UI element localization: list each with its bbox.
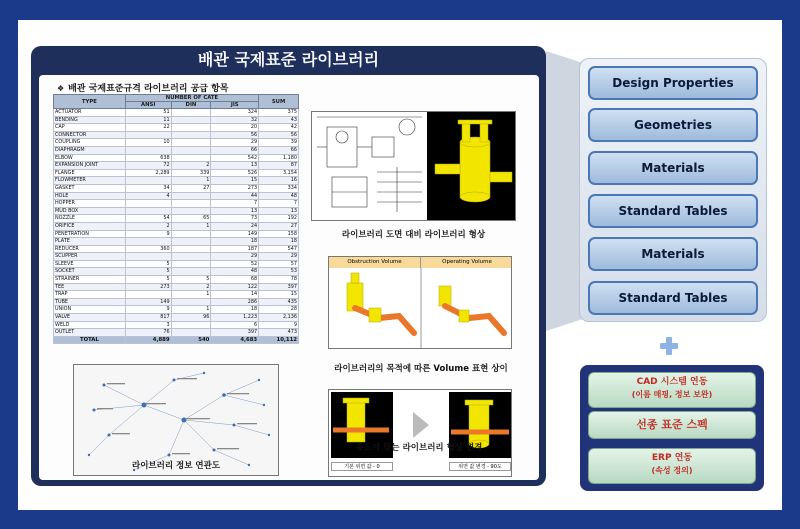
plus-icon	[659, 336, 679, 356]
caption-relation-visible: 라이브러리 정보 연관도	[131, 461, 221, 471]
cell-sum: 547	[259, 245, 299, 253]
cell-ansi: 4	[125, 192, 171, 200]
cell-type: EXPANSION JOINT	[54, 162, 126, 170]
cell-ansi: 22	[125, 124, 171, 132]
table-row	[54, 215, 299, 223]
cell-ansi: 273	[125, 283, 171, 291]
cell-din	[171, 238, 211, 246]
cell-jis: 397	[211, 329, 259, 337]
cell-type: FLANGE	[54, 169, 126, 177]
cell-sum: 42	[259, 124, 299, 132]
table-row	[54, 139, 299, 147]
table-row	[54, 207, 299, 215]
cell-type: REDUCER	[54, 245, 126, 253]
cell-type: SOCKET	[54, 268, 126, 276]
table-row	[54, 260, 299, 268]
cell-ansi: 2	[125, 222, 171, 230]
cell-sum: 1,180	[259, 154, 299, 162]
cell-sum: 334	[259, 184, 299, 192]
cell-type: HOLE	[54, 192, 126, 200]
cell-din	[171, 253, 211, 261]
main-title: 배관 국제표준 라이브러리	[197, 50, 380, 69]
cell-jis: 66	[211, 146, 259, 154]
cell-sum: 39	[259, 139, 299, 147]
table-row	[54, 200, 299, 208]
cell-sum: 43	[259, 116, 299, 124]
cell-type: SCUPPER	[54, 253, 126, 261]
table-row	[54, 192, 299, 200]
cell-ansi: 9	[125, 230, 171, 238]
total-label: TOTAL	[54, 336, 126, 344]
cell-din	[171, 268, 211, 276]
cell-jis: 149	[211, 230, 259, 238]
cell-ansi: 3	[125, 321, 171, 329]
table-row	[54, 314, 299, 322]
cell-type: TEE	[54, 283, 126, 291]
cell-ansi: 5	[125, 260, 171, 268]
cell-sum: 18	[259, 238, 299, 246]
cell-din	[171, 146, 211, 154]
cell-ansi	[125, 177, 171, 185]
total-row	[54, 336, 299, 344]
cell-sum: 435	[259, 298, 299, 306]
cell-jis: 52	[211, 260, 259, 268]
cell-jis: 32	[211, 116, 259, 124]
drawing-vs-shape-image	[311, 111, 516, 221]
table-row	[54, 131, 299, 139]
cell-ansi: 11	[125, 116, 171, 124]
cell-type: DIAPHRAGM	[54, 146, 126, 154]
cell-ansi: 149	[125, 298, 171, 306]
cell-type: BENDING	[54, 116, 126, 124]
cell-din	[171, 321, 211, 329]
cell-din: 1	[171, 306, 211, 314]
cell-type: ORIFICE	[54, 222, 126, 230]
total-ansi: 4,889	[125, 336, 171, 344]
table-row	[54, 230, 299, 238]
cell-ansi	[125, 291, 171, 299]
cell-jis: 273	[211, 184, 259, 192]
cell-ansi: 360	[125, 245, 171, 253]
table-row	[54, 177, 299, 185]
cell-type: OUTLET	[54, 329, 126, 337]
cell-jis: 68	[211, 276, 259, 284]
table-row	[54, 222, 299, 230]
materials-button[interactable]: Materials	[588, 151, 758, 185]
cell-ansi: 10	[125, 139, 171, 147]
cate-count-table	[53, 94, 299, 344]
ship-standard-spec-button[interactable]: 선종 표준 스펙	[588, 411, 756, 439]
cell-type: FLOWMETER	[54, 177, 126, 185]
cell-sum: 57	[259, 260, 299, 268]
cell-sum: 375	[259, 109, 299, 117]
cell-ansi: 5	[125, 268, 171, 276]
cell-ansi: 817	[125, 314, 171, 322]
cell-sum: 7	[259, 200, 299, 208]
cell-ansi: 54	[125, 215, 171, 223]
cell-ansi: 5	[125, 276, 171, 284]
table-row	[54, 276, 299, 284]
cell-sum: 48	[259, 192, 299, 200]
cell-jis: 1,223	[211, 314, 259, 322]
cell-ansi	[125, 131, 171, 139]
cell-din: 2	[171, 162, 211, 170]
cell-jis: 48	[211, 268, 259, 276]
cell-sum: 192	[259, 215, 299, 223]
header-sum: SUM	[259, 95, 299, 109]
cell-din	[171, 298, 211, 306]
change-label-right: 위면 값 변경 - 90도	[449, 462, 511, 471]
cell-sum: 28	[259, 306, 299, 314]
cell-sum: 78	[259, 276, 299, 284]
cell-sum: 3,154	[259, 169, 299, 177]
table-row	[54, 298, 299, 306]
cell-ansi	[125, 207, 171, 215]
table-row	[54, 162, 299, 170]
cell-din	[171, 116, 211, 124]
main-content	[39, 75, 539, 480]
cell-jis: 13	[211, 162, 259, 170]
cell-jis: 15	[211, 177, 259, 185]
cell-jis: 6	[211, 321, 259, 329]
main-panel	[31, 46, 546, 486]
diamond-bullet-icon: ❖	[57, 84, 65, 93]
cell-din	[171, 260, 211, 268]
cell-type: PLATE	[54, 238, 126, 246]
cell-type: WELD	[54, 321, 126, 329]
table-row	[54, 146, 299, 154]
cell-sum: 29	[259, 253, 299, 261]
cell-din: 96	[171, 314, 211, 322]
cell-jis: 29	[211, 253, 259, 261]
cell-ansi	[125, 253, 171, 261]
cell-jis: 18	[211, 306, 259, 314]
cell-type: VALVE	[54, 314, 126, 322]
cell-jis: 56	[211, 131, 259, 139]
technical-drawing-icon	[312, 112, 516, 221]
cell-jis: 29	[211, 139, 259, 147]
table-row	[54, 116, 299, 124]
cell-jis: 324	[211, 109, 259, 117]
cell-jis: 526	[211, 169, 259, 177]
standard-tables-button-2[interactable]: Standard Tables	[588, 281, 758, 315]
cell-jis: 20	[211, 124, 259, 132]
table-row	[54, 329, 299, 337]
header-type: TYPE	[54, 95, 126, 109]
cell-din: 65	[171, 215, 211, 223]
cell-type: ACTUATOR	[54, 109, 126, 117]
header-jis: JIS	[211, 102, 259, 109]
cell-din: 1	[171, 177, 211, 185]
cell-jis: 286	[211, 298, 259, 306]
cell-din: 1	[171, 291, 211, 299]
valve-volume-icon	[329, 268, 512, 349]
cell-ansi: 76	[125, 329, 171, 337]
cell-din	[171, 109, 211, 117]
standard-tables-button[interactable]: Standard Tables	[588, 194, 758, 228]
library-properties-panel	[579, 58, 767, 322]
caption-drawing: 라이브러리 도면 대비 라이브러리 형상	[341, 230, 486, 240]
design-properties-button[interactable]: Design Properties	[588, 66, 758, 100]
cell-sum: 13	[259, 207, 299, 215]
section-heading-text: 배관 국제표준규격 라이브러리 공급 항목	[68, 84, 229, 94]
cell-din: 2	[171, 283, 211, 291]
cell-type: HOPPER	[54, 200, 126, 208]
table-row	[54, 169, 299, 177]
cell-ansi	[125, 146, 171, 154]
cell-ansi: 9	[125, 306, 171, 314]
cell-sum: 53	[259, 268, 299, 276]
cell-din	[171, 200, 211, 208]
cell-din: 339	[171, 169, 211, 177]
cell-type: NOZZLE	[54, 215, 126, 223]
cad-integration-detail: (이름 매핑, 정보 보완)	[631, 390, 713, 399]
cell-ansi: 51	[125, 109, 171, 117]
cell-din	[171, 192, 211, 200]
cell-jis: 73	[211, 215, 259, 223]
integration-panel	[580, 365, 764, 491]
cell-din	[171, 124, 211, 132]
table-row	[54, 124, 299, 132]
cell-type: CAP	[54, 124, 126, 132]
operating-volume-label: Operating Volume	[421, 257, 512, 268]
total-din: 540	[171, 336, 211, 344]
total-sum: 10,112	[259, 336, 299, 344]
cell-ansi: 638	[125, 154, 171, 162]
cell-ansi	[125, 200, 171, 208]
cell-din	[171, 245, 211, 253]
cell-type: TUBE	[54, 298, 126, 306]
cell-jis: 542	[211, 154, 259, 162]
cell-sum: 9	[259, 321, 299, 329]
cell-sum: 2,136	[259, 314, 299, 322]
cell-sum: 16	[259, 177, 299, 185]
cell-jis: 122	[211, 283, 259, 291]
cell-type: MUD BOX	[54, 207, 126, 215]
header-din: DIN	[171, 102, 211, 109]
table-row	[54, 306, 299, 314]
cell-din: 5	[171, 276, 211, 284]
cell-sum: 27	[259, 222, 299, 230]
volume-comparison-image	[328, 256, 512, 349]
table-row	[54, 268, 299, 276]
table-row	[54, 283, 299, 291]
table-row	[54, 245, 299, 253]
table-row	[54, 253, 299, 261]
header-number-of-cate: NUMBER OF CATE	[125, 95, 258, 102]
cell-type: STRAINER	[54, 276, 126, 284]
cell-type: UNION	[54, 306, 126, 314]
cell-din: 27	[171, 184, 211, 192]
cell-jis: 44	[211, 192, 259, 200]
cell-ansi: 72	[125, 162, 171, 170]
cell-din	[171, 139, 211, 147]
cell-type: PENETRATION	[54, 230, 126, 238]
cell-jis: 24	[211, 222, 259, 230]
cell-type: CONNECTOR	[54, 131, 126, 139]
cell-type: SLEEVE	[54, 260, 126, 268]
section-heading	[57, 81, 229, 94]
cell-sum: 15	[259, 291, 299, 299]
table-row	[54, 154, 299, 162]
cell-din	[171, 131, 211, 139]
cell-sum: 158	[259, 230, 299, 238]
cell-din: 1	[171, 222, 211, 230]
cell-din	[171, 207, 211, 215]
cell-sum: 66	[259, 146, 299, 154]
cell-type: TRAP	[54, 291, 126, 299]
cell-sum: 397	[259, 283, 299, 291]
geometries-button[interactable]: Geometries	[588, 108, 758, 142]
erp-integration-detail: (속성 정의)	[651, 466, 693, 475]
total-jis: 4,683	[211, 336, 259, 344]
cell-type: ELBOW	[54, 154, 126, 162]
cell-ansi	[125, 238, 171, 246]
obstruction-volume-label: Obstruction Volume	[329, 257, 421, 268]
cell-sum: 56	[259, 131, 299, 139]
cell-sum: 473	[259, 329, 299, 337]
cell-ansi: 34	[125, 184, 171, 192]
cell-ansi: 2,289	[125, 169, 171, 177]
cad-integration-button[interactable]	[588, 372, 756, 408]
cell-din	[171, 329, 211, 337]
table-row	[54, 291, 299, 299]
cell-jis: 14	[211, 291, 259, 299]
cad-integration-title: CAD 시스템 연동	[636, 377, 708, 387]
cell-jis: 13	[211, 207, 259, 215]
cell-type: GASKET	[54, 184, 126, 192]
erp-integration-button[interactable]	[588, 448, 756, 484]
cell-sum: 87	[259, 162, 299, 170]
caption-volume: 라이브러리의 목적에 따른 Volume 표현 상이	[334, 364, 508, 374]
header-ansi: ANSI	[125, 102, 171, 109]
cell-type: COUPLING	[54, 139, 126, 147]
cell-jis: 18	[211, 238, 259, 246]
table-row	[54, 184, 299, 192]
table-row	[54, 321, 299, 329]
cell-din	[171, 154, 211, 162]
shape-change-image	[328, 389, 512, 477]
cell-jis: 7	[211, 200, 259, 208]
caption-change-visible: 용도에 맞는 라이브러리 형상 변경	[355, 443, 483, 453]
materials-button-2[interactable]: Materials	[588, 237, 758, 271]
change-label-left: 기본 위면 값 - 0	[331, 462, 393, 471]
cell-jis: 187	[211, 245, 259, 253]
cell-din	[171, 230, 211, 238]
erp-integration-title: ERP 연동	[651, 453, 693, 463]
table-row	[54, 238, 299, 246]
table-row	[54, 109, 299, 117]
